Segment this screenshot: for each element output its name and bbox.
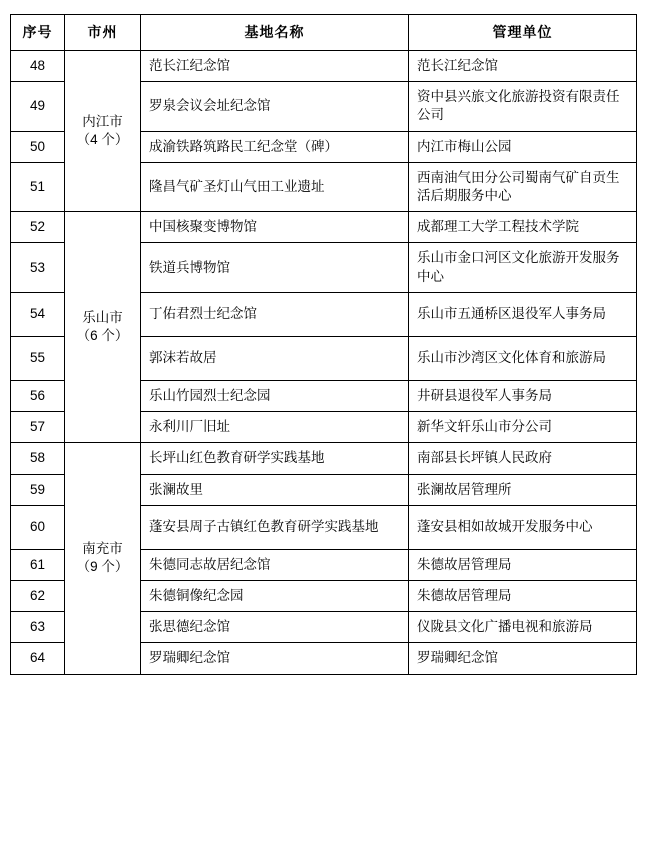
cell-seq: 59 bbox=[11, 474, 65, 505]
cell-unit: 乐山市五通桥区退役军人事务局 bbox=[409, 292, 637, 336]
cell-unit: 罗瑞卿纪念馆 bbox=[409, 643, 637, 674]
cell-name: 成渝铁路筑路民工纪念堂（碑） bbox=[141, 131, 409, 162]
cell-unit: 范长江纪念馆 bbox=[409, 50, 637, 81]
cell-seq: 49 bbox=[11, 82, 65, 131]
city-count: （4 个） bbox=[76, 132, 129, 148]
cell-seq: 64 bbox=[11, 643, 65, 674]
cell-unit: 西南油气田分公司蜀南气矿自贡生活后期服务中心 bbox=[409, 162, 637, 211]
cell-name: 长坪山红色教育研学实践基地 bbox=[141, 443, 409, 474]
city-name: 内江市 bbox=[82, 113, 123, 129]
cell-unit: 资中县兴旅文化旅游投资有限责任公司 bbox=[409, 82, 637, 131]
cell-unit: 内江市梅山公园 bbox=[409, 131, 637, 162]
cell-unit: 新华文轩乐山市分公司 bbox=[409, 412, 637, 443]
city-name: 乐山市 bbox=[82, 310, 123, 326]
cell-name: 丁佑君烈士纪念馆 bbox=[141, 292, 409, 336]
cell-name: 罗瑞卿纪念馆 bbox=[141, 643, 409, 674]
table-row bbox=[11, 50, 637, 81]
cell-city-leshan bbox=[65, 212, 141, 443]
header-name: 基地名称 bbox=[141, 15, 409, 51]
cell-seq: 61 bbox=[11, 549, 65, 580]
cell-name: 范长江纪念馆 bbox=[141, 50, 409, 81]
cell-unit: 南部县长坪镇人民政府 bbox=[409, 443, 637, 474]
cell-unit: 乐山市沙湾区文化体育和旅游局 bbox=[409, 336, 637, 380]
table-header bbox=[11, 15, 637, 51]
cell-unit: 乐山市金口河区文化旅游开发服务中心 bbox=[409, 243, 637, 292]
cell-name: 张思德纪念馆 bbox=[141, 612, 409, 643]
cell-seq: 52 bbox=[11, 212, 65, 243]
cell-city-neijiang bbox=[65, 50, 141, 211]
cell-name: 张澜故里 bbox=[141, 474, 409, 505]
cell-name: 罗泉会议会址纪念馆 bbox=[141, 82, 409, 131]
header-city: 市州 bbox=[65, 15, 141, 51]
cell-city-nanchong bbox=[65, 443, 141, 674]
cell-name: 乐山竹园烈士纪念园 bbox=[141, 380, 409, 411]
cell-unit: 成都理工大学工程技术学院 bbox=[409, 212, 637, 243]
cell-unit: 朱德故居管理局 bbox=[409, 580, 637, 611]
table-row bbox=[11, 443, 637, 474]
cell-seq: 53 bbox=[11, 243, 65, 292]
city-count: （6 个） bbox=[76, 328, 129, 344]
cell-seq: 58 bbox=[11, 443, 65, 474]
cell-name: 永利川厂旧址 bbox=[141, 412, 409, 443]
cell-unit: 张澜故居管理所 bbox=[409, 474, 637, 505]
cell-seq: 51 bbox=[11, 162, 65, 211]
bases-table bbox=[10, 14, 637, 675]
cell-seq: 62 bbox=[11, 580, 65, 611]
table-row bbox=[11, 212, 637, 243]
cell-seq: 50 bbox=[11, 131, 65, 162]
cell-unit: 蓬安县相如故城开发服务中心 bbox=[409, 505, 637, 549]
header-unit: 管理单位 bbox=[409, 15, 637, 51]
table-body bbox=[11, 50, 637, 674]
cell-seq: 56 bbox=[11, 380, 65, 411]
cell-seq: 48 bbox=[11, 50, 65, 81]
cell-seq: 60 bbox=[11, 505, 65, 549]
cell-name: 朱德铜像纪念园 bbox=[141, 580, 409, 611]
cell-name: 朱德同志故居纪念馆 bbox=[141, 549, 409, 580]
cell-seq: 63 bbox=[11, 612, 65, 643]
cell-unit: 井研县退役军人事务局 bbox=[409, 380, 637, 411]
header-seq: 序号 bbox=[11, 15, 65, 51]
cell-name: 中国核聚变博物馆 bbox=[141, 212, 409, 243]
city-count: （9 个） bbox=[76, 559, 129, 575]
city-name: 南充市 bbox=[82, 541, 123, 557]
cell-name: 蓬安县周子古镇红色教育研学实践基地 bbox=[141, 505, 409, 549]
cell-name: 隆昌气矿圣灯山气田工业遗址 bbox=[141, 162, 409, 211]
cell-unit: 朱德故居管理局 bbox=[409, 549, 637, 580]
cell-unit: 仪陇县文化广播电视和旅游局 bbox=[409, 612, 637, 643]
cell-seq: 54 bbox=[11, 292, 65, 336]
cell-name: 郭沫若故居 bbox=[141, 336, 409, 380]
cell-seq: 55 bbox=[11, 336, 65, 380]
header-row bbox=[11, 15, 637, 51]
cell-name: 铁道兵博物馆 bbox=[141, 243, 409, 292]
cell-seq: 57 bbox=[11, 412, 65, 443]
